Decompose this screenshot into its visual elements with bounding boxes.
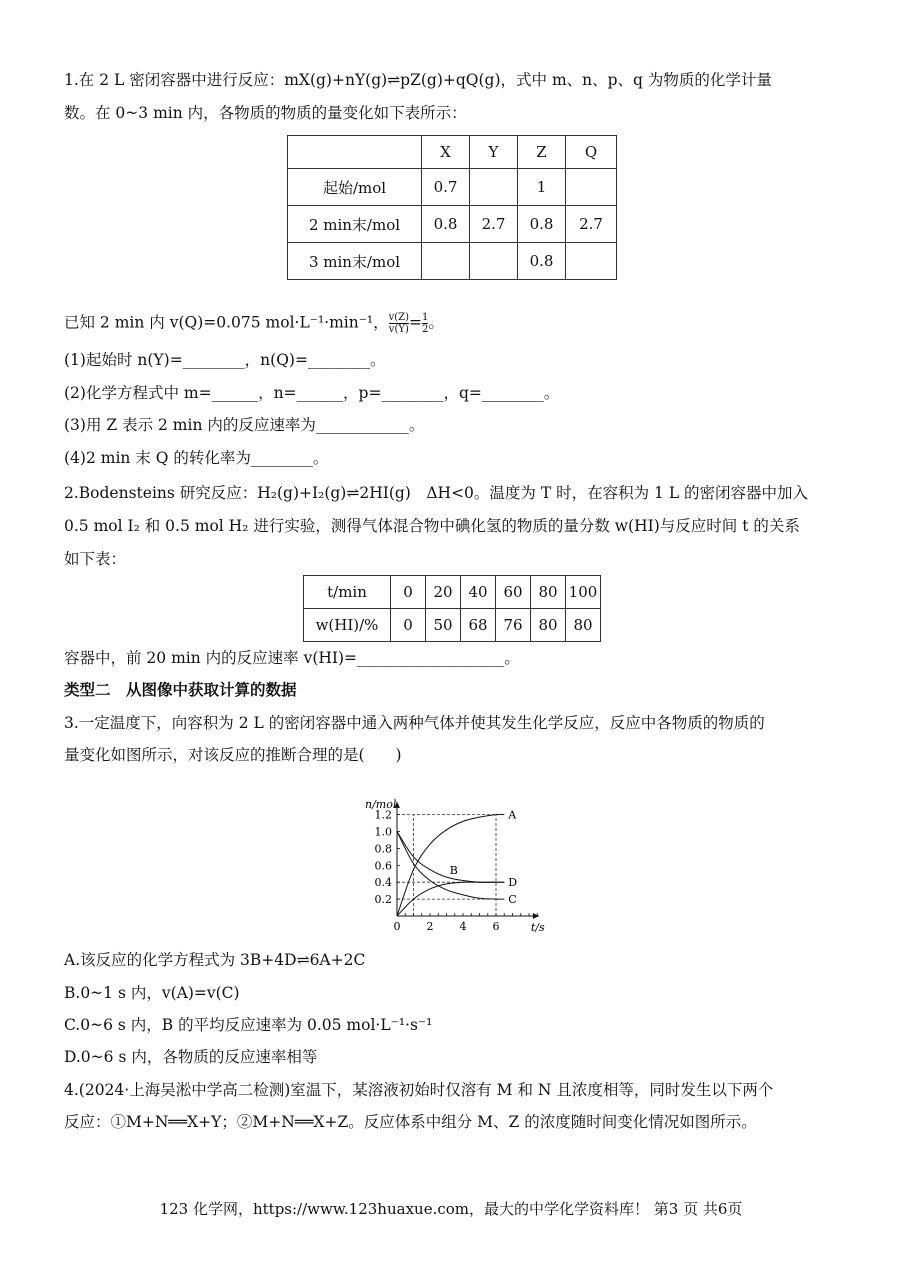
table-row [288,243,617,280]
q2-line4: 容器中，前 20 min 内的反应速率 v(HI)=___________________。 [64,649,520,667]
series-label-b: B [449,863,458,877]
q1-sub1: (1)起始时 n(Y)=________，n(Q)=________。 [64,351,386,369]
table-row [288,206,617,243]
series-label-c: C [508,893,517,907]
q1-cell: 2.7 [566,206,617,243]
x-tick-label: 2 [426,920,434,933]
x-tick-label: 6 [492,920,500,933]
q3-option-b[interactable]: B.0~1 s 内，v(A)=v(C) [64,984,240,1002]
q1-cell [470,169,518,206]
q2-cell: 68 [461,609,496,642]
q2-cell: 100 [566,576,601,609]
q1-sub4: (4)2 min 末 Q 的转化率为________。 [64,449,329,467]
q1-table-header [288,136,617,169]
q2-cell: 40 [461,576,496,609]
q3-option-c[interactable]: C.0~6 s 内，B 的平均反应速率为 0.05 mol·L⁻¹·s⁻¹ [64,1016,433,1034]
series-label-a: A [508,808,517,822]
q4-line1: 4.(2024·上海吴淞中学高二检测)室温下，某溶液初始时仅溶有 M 和 N 且浓度相等，同时发生以下两个 [64,1081,774,1099]
q2-cell: 80 [566,609,601,642]
q1-cell: 1 [518,169,566,206]
section-title: 类型二 从图像中获取计算的数据 [64,681,297,699]
y-tick-label: 0.4 [374,876,392,890]
x-axis-label: t/s [530,921,545,934]
q1-known-suffix: 。 [428,313,444,332]
q2-cell: 20 [426,576,461,609]
table-row [304,609,601,642]
q1-known [64,312,444,335]
y-tick-label: 1.0 [374,825,392,839]
q1-cell: 0.7 [422,169,470,206]
q2-table [303,575,601,642]
q1-cell: 2 min末/mol [288,206,422,243]
frac-value-denominator: 2 [422,324,429,335]
table-row [288,169,617,206]
q1-ratio-fraction [389,312,409,335]
y-tick-label: 0.2 [374,893,392,907]
q1-cell: 2.7 [470,206,518,243]
page-footer: 123 化学网，https://www.123huaxue.com，最大的中学化学资料库！ 第3 页 共6页 [159,1200,743,1218]
q1-cell [470,243,518,280]
x-tick-label: 4 [459,920,467,933]
q1-th-4: Q [566,136,617,169]
q2-cell: 60 [496,576,531,609]
chart-axes [394,802,539,919]
q1-cell: 起始/mol [288,169,422,206]
q1-th-0 [288,136,422,169]
q3-chart [345,768,560,938]
q3-option-d[interactable]: D.0~6 s 内，各物质的反应速率相等 [64,1048,318,1066]
q2-cell: 0 [391,576,426,609]
y-tick-label: 0.8 [374,842,392,856]
y-tick-label: 1.2 [374,808,392,822]
q1-cell [566,169,617,206]
q1-known-prefix: 已知 2 min 内 v(Q)=0.075 mol·L⁻¹·min⁻¹， [64,313,389,332]
table-row [304,576,601,609]
q1-cell: 0.8 [422,206,470,243]
q1-table [287,135,617,280]
q1-line2: 数。在 0~3 min 内，各物质的物质的量变化如下表所示： [64,104,467,122]
q2-cell: 76 [496,609,531,642]
q1-th-1: X [422,136,470,169]
q1-sub3: (3)用 Z 表示 2 min 内的反应速率为____________。 [64,416,425,434]
x-axis-arrow [533,913,539,919]
q2-cell: 50 [426,609,461,642]
q1-cell: 3 min末/mol [288,243,422,280]
q3-line2: 量变化如图所示，对该反应的推断合理的是( ) [64,746,402,764]
q4-line2: 反应：①M+N══X+Y；②M+N══X+Z。反应体系中组分 M、Z 的浓度随时间变化情况如图所示。 [64,1113,757,1131]
q1-th-3: Z [518,136,566,169]
q1-cell [566,243,617,280]
q2-cell: w(HI)/% [304,609,391,642]
y-tick-label: 0.6 [374,859,392,873]
series-label-d: D [508,876,518,890]
q2-cell: 80 [531,609,566,642]
q2-line3: 如下表： [64,550,127,568]
q3-line1: 3.一定温度下，向容积为 2 L 的密闭容器中通入两种气体并使其发生化学反应，反应中各物质的物质的 [64,714,765,732]
q1-line1: 1.在 2 L 密闭容器中进行反应：mX(g)+nY(g)⇌pZ(g)+qQ(g)，式中 m、n、p、q 为物质的化学计量 [64,71,772,89]
q2-cell: t/min [304,576,391,609]
q3-option-a[interactable]: A.该反应的化学方程式为 3B+4D⇌6A+2C [64,951,366,969]
q2-cell: 0 [391,609,426,642]
q1-cell: 0.8 [518,206,566,243]
frac-denominator: v(Y) [388,324,409,335]
x-tick-label: 0 [393,920,401,933]
q1-cell [422,243,470,280]
frac-equals: = [409,313,423,332]
q1-cell: 0.8 [518,243,566,280]
frac-value-numerator: 1 [422,312,429,323]
y-axis-label: n/mol [365,797,397,811]
q1-sub2: (2)化学方程式中 m=______，n=______，p=________，q=________。 [64,384,560,402]
q2-cell: 80 [531,576,566,609]
q1-th-2: Y [470,136,518,169]
q2-line2: 0.5 mol I₂ 和 0.5 mol H₂ 进行实验，测得气体混合物中碘化氢的物质的量分数 w(HI)与反应时间 t 的关系 [64,517,800,535]
frac-numerator: v(Z) [388,312,410,323]
q2-line1: 2.Bodensteins 研究反应：H₂(g)+I₂(g)⇌2HI(g) ΔH<0。温度为 T 时，在容积为 1 L 的密闭容器中加入 [64,484,809,502]
